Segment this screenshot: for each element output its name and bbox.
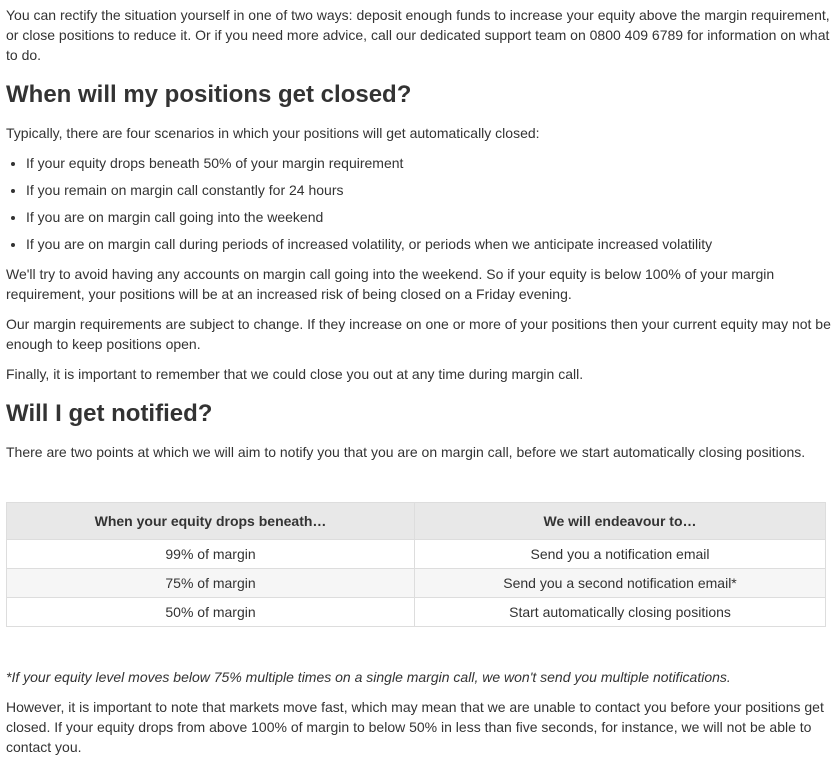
table-row (7, 540, 826, 569)
table-cell-action: Start automatically closing positions (415, 598, 826, 627)
table-cell-threshold: 75% of margin (7, 569, 415, 598)
intro-paragraph: You can rectify the situation yourself in one of two ways: deposit enough funds to increase your equity above the margin requirement, or close positions to reduce it. Or if you need more advice, call our dedicated support team on 0800 409 6789 for information on what to do. (6, 7, 830, 63)
closed-lead-paragraph: Typically, there are four scenarios in which your positions will get automatically closed: (6, 125, 540, 141)
table-cell-threshold: 99% of margin (7, 540, 415, 569)
table-header-equity: When your equity drops beneath… (7, 503, 415, 540)
list-item: • If you are on margin call going into the weekend (26, 207, 831, 227)
table-cell-action: Send you a notification email (415, 540, 826, 569)
closing-paragraph: However, it is important to note that markets move fast, which may mean that we are unable to contact you before your positions get closed. If your equity drops from above 100% of margin to below 50% in less than five seconds, for instance, we will not be able to contact you. (6, 699, 824, 755)
table-header-row (7, 503, 826, 540)
notification-table (6, 502, 826, 627)
finally-paragraph: Finally, it is important to remember that we could close you out at any time during margin call. (6, 366, 584, 382)
heading-positions-closed: When will my positions get closed? (6, 81, 412, 108)
notified-lead-paragraph: There are two points at which we will aim to notify you that you are on margin call, before we start automatically closing positions. (6, 444, 806, 460)
list-item: • If you are on margin call during periods of increased volatility, or periods when we anticipate increased volatility (26, 234, 831, 254)
footnote-paragraph: *If your equity level moves below 75% multiple times on a single margin call, we won't send you multiple notifications. (6, 669, 731, 685)
requirements-change-paragraph: Our margin requirements are subject to change. If they increase on one or more of your positions then your current equity may not be enough to keep positions open. (6, 316, 831, 352)
table-row (7, 569, 826, 598)
table-cell-action: Send you a second notification email* (415, 569, 826, 598)
closure-scenarios-list (6, 153, 831, 254)
list-item: • If your equity drops beneath 50% of your margin requirement (26, 153, 831, 173)
table-cell-threshold: 50% of margin (7, 598, 415, 627)
weekend-paragraph: We'll try to avoid having any accounts on margin call going into the weekend. So if your equity is below 100% of your margin requirement, your positions will be at an increased risk of being closed on a Friday evening. (6, 266, 775, 302)
list-item: • If you remain on margin call constantly for 24 hours (26, 180, 831, 200)
table-header-action: We will endeavour to… (415, 503, 826, 540)
heading-notified: Will I get notified? (6, 400, 213, 427)
table-row (7, 598, 826, 627)
